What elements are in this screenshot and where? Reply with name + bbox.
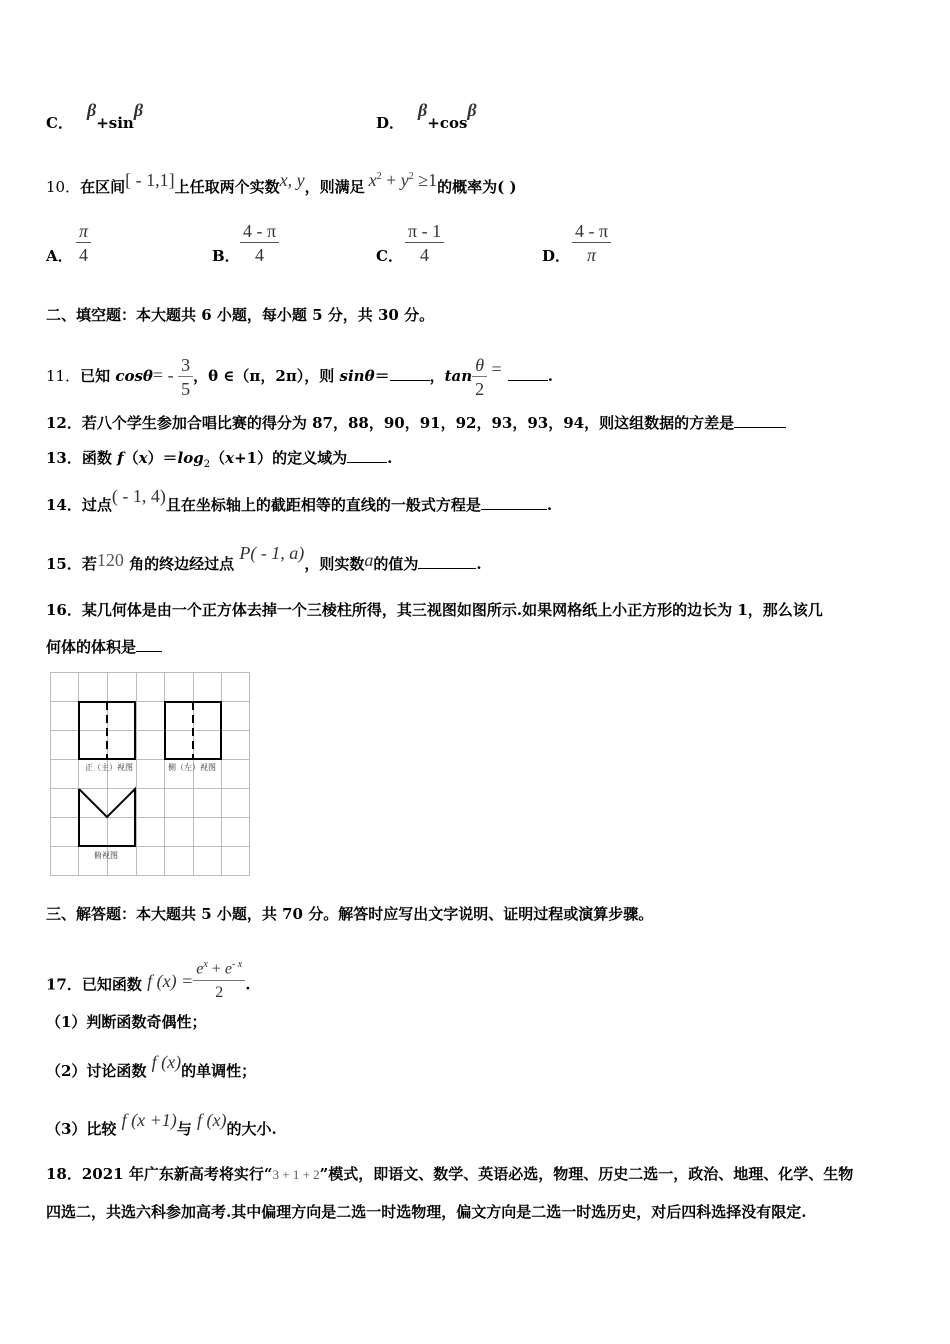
text: ＝ bbox=[374, 367, 390, 385]
option-label: D． bbox=[542, 247, 571, 265]
question-10 bbox=[46, 170, 517, 197]
text: 的大小. bbox=[226, 1120, 277, 1138]
option-text: +cos bbox=[427, 114, 468, 132]
option-label: B． bbox=[212, 247, 240, 265]
option-label: C． bbox=[376, 247, 403, 265]
question-11 bbox=[46, 354, 553, 401]
math-fx: f (x) = bbox=[147, 971, 194, 992]
math-exp: 2 bbox=[408, 171, 414, 182]
text: ，则满足 bbox=[304, 178, 365, 196]
text: . bbox=[245, 975, 251, 994]
math-beta: β bbox=[418, 100, 428, 120]
answer-blank[interactable] bbox=[508, 366, 548, 381]
math-point: P( - 1, a) bbox=[239, 543, 305, 563]
math-log: log bbox=[177, 449, 204, 467]
math-cos: cosθ bbox=[115, 367, 153, 385]
fraction-numerator: π - 1 bbox=[405, 220, 444, 243]
answer-blank[interactable] bbox=[481, 495, 547, 510]
fraction-denominator: 4 bbox=[79, 245, 89, 265]
math-base: 2 bbox=[203, 459, 211, 470]
q10-option-d bbox=[542, 246, 570, 266]
math-exp: - x bbox=[231, 959, 243, 970]
math-beta: β bbox=[86, 100, 97, 120]
option-label: A． bbox=[46, 247, 73, 265]
answer-blank[interactable] bbox=[136, 637, 162, 652]
text: . bbox=[547, 367, 553, 385]
top-view-caption: 俯视图 bbox=[94, 851, 118, 860]
text: ”模式，即语文、数学、英语必选，物理、历史二选一，政治、地理、化学、生物 bbox=[319, 1165, 854, 1183]
fraction-half-theta bbox=[472, 354, 487, 401]
text: +1）的定义域为 bbox=[234, 449, 348, 467]
text: . bbox=[387, 449, 393, 467]
text: （ bbox=[210, 449, 226, 467]
question-16-line-1: 16．某几何体是由一个正方体去掉一个三棱柱所得，其三视图如图所示.如果网格纸上小正方形的边长为 1，那么该几 bbox=[46, 601, 823, 619]
question-18-line-1 bbox=[46, 1164, 853, 1185]
math-e: e bbox=[196, 960, 204, 978]
math-mode: 3 + 1 + 2 bbox=[272, 1167, 320, 1182]
math-f: f bbox=[117, 449, 124, 467]
option-label: C． bbox=[46, 114, 73, 132]
question-17-part-3 bbox=[46, 1110, 277, 1139]
text: （2）讨论函数 bbox=[46, 1062, 152, 1080]
fraction-numerator: 4 - π bbox=[572, 220, 611, 243]
math-fx: f (x) bbox=[197, 1110, 227, 1130]
three-view-figure bbox=[50, 672, 250, 876]
question-16-line-2 bbox=[46, 637, 162, 657]
math-x: x bbox=[225, 449, 235, 467]
front-view-caption: 正（主）视图 bbox=[85, 763, 133, 772]
question-17-part-2 bbox=[46, 1052, 257, 1081]
math-x: x bbox=[138, 449, 148, 467]
text: 上任取两个实数 bbox=[174, 178, 280, 196]
fraction-denominator: 2 bbox=[475, 379, 485, 399]
math-beta: β bbox=[133, 100, 144, 120]
fraction-numerator: θ bbox=[472, 354, 487, 377]
fraction-numerator: 3 bbox=[178, 354, 193, 377]
math-fx: f (x) bbox=[151, 1052, 182, 1072]
q10-option-c bbox=[376, 246, 403, 266]
fraction-numerator bbox=[193, 954, 245, 981]
q9-option-d bbox=[376, 100, 477, 133]
fraction-denominator: π bbox=[587, 245, 597, 265]
fraction-denominator: 4 bbox=[255, 245, 265, 265]
text: 的概率为( ) bbox=[437, 178, 517, 196]
fraction-numerator: π bbox=[76, 220, 91, 243]
math-op: + bbox=[207, 960, 225, 978]
q10-option-b-fraction bbox=[240, 220, 279, 267]
side-view-caption: 侧（左）视图 bbox=[168, 763, 216, 772]
fraction-denominator: 5 bbox=[181, 379, 191, 399]
math-vars: x, y bbox=[279, 170, 305, 190]
text: ，则实数 bbox=[304, 555, 365, 573]
text: . bbox=[546, 496, 553, 514]
text: 14．过点 bbox=[46, 496, 112, 514]
q10-option-a bbox=[46, 246, 73, 266]
section-2-heading: 二、填空题：本大题共 6 小题，每小题 5 分，共 30 分。 bbox=[46, 306, 435, 324]
math-exp: 2 bbox=[376, 171, 382, 182]
q10-option-b bbox=[212, 246, 240, 266]
text: 且在坐标轴上的截距相等的直线的一般式方程是 bbox=[165, 496, 481, 514]
question-12 bbox=[46, 413, 786, 433]
math-sin: sinθ bbox=[339, 367, 375, 385]
text: （3）比较 bbox=[46, 1120, 122, 1138]
math-tan: tan bbox=[444, 367, 473, 385]
q10-option-d-fraction bbox=[572, 220, 611, 267]
q9-option-c bbox=[46, 100, 144, 133]
text: 与 bbox=[176, 1120, 198, 1138]
text: ，θ ∈（π，2π），则 bbox=[193, 367, 340, 385]
question-17-part-1: （1）判断函数奇偶性； bbox=[46, 1013, 207, 1031]
text: 17．已知函数 bbox=[46, 975, 148, 994]
answer-blank[interactable] bbox=[390, 366, 430, 381]
q10-option-a-fraction bbox=[76, 220, 91, 267]
question-18-line-2: 四选二，共选六科参加高考.其中偏理方向是二选一时选物理，偏文方向是二选一时选历史，对后四科选择没有限定. bbox=[46, 1203, 807, 1221]
math-a: a bbox=[364, 550, 374, 570]
text: 15．若 bbox=[46, 555, 97, 573]
math-op: = bbox=[487, 359, 502, 379]
math-op: = - bbox=[152, 365, 179, 385]
option-label: D． bbox=[376, 114, 405, 132]
question-13 bbox=[46, 448, 392, 475]
text: 的单调性； bbox=[181, 1062, 257, 1080]
fraction-denominator: 4 bbox=[420, 245, 430, 265]
text: （ bbox=[123, 449, 139, 467]
math-condition bbox=[369, 170, 438, 190]
answer-blank[interactable] bbox=[734, 413, 786, 428]
math-angle: 120 bbox=[96, 550, 124, 570]
math-op: ≥1 bbox=[413, 170, 438, 190]
text: ）＝ bbox=[147, 449, 178, 467]
fraction-denominator: 2 bbox=[215, 984, 224, 1002]
option-text: +sin bbox=[96, 114, 134, 132]
question-14 bbox=[46, 486, 553, 515]
text: ， bbox=[429, 367, 445, 385]
text: 18．2021 年广东新高考将实行“ bbox=[46, 1165, 273, 1183]
math-point: ( - 1, 4) bbox=[111, 486, 166, 506]
math-y: y bbox=[400, 170, 409, 190]
math-e: e bbox=[224, 960, 232, 978]
text: 在区间 bbox=[80, 178, 126, 196]
text: 何体的体积是 bbox=[46, 638, 137, 656]
q10-option-c-fraction bbox=[405, 220, 444, 267]
math-beta: β bbox=[467, 100, 477, 120]
fraction-numerator: 4 - π bbox=[240, 220, 279, 243]
question-17 bbox=[46, 954, 250, 1005]
fraction-cosh bbox=[193, 954, 245, 1005]
text: . bbox=[476, 555, 482, 573]
question-text: 12．若八个学生参加合唱比赛的得分为 87，88，90，91，92，93，93，94，则这组数据的方差是 bbox=[46, 414, 735, 432]
answer-blank[interactable] bbox=[418, 554, 476, 569]
math-exp: x bbox=[203, 959, 208, 970]
question-15 bbox=[46, 543, 482, 574]
math-x: x bbox=[368, 170, 377, 190]
text: 13．函数 bbox=[46, 449, 118, 467]
math-op: + bbox=[381, 170, 401, 190]
answer-blank[interactable] bbox=[347, 448, 387, 463]
text: 角的终边经过点 bbox=[123, 555, 240, 573]
text: 的值为 bbox=[373, 555, 419, 573]
section-3-heading: 三、解答题：本大题共 5 小题，共 70 分。解答时应写出文字说明、证明过程或演算步骤。 bbox=[46, 905, 654, 923]
text: 已知 bbox=[80, 367, 116, 385]
question-number: 11． bbox=[46, 367, 81, 385]
math-interval: [ - 1,1] bbox=[125, 170, 175, 190]
question-number: 10． bbox=[46, 178, 81, 196]
math-fx1: f (x +1) bbox=[121, 1110, 177, 1130]
fraction-three-fifths bbox=[178, 354, 193, 401]
